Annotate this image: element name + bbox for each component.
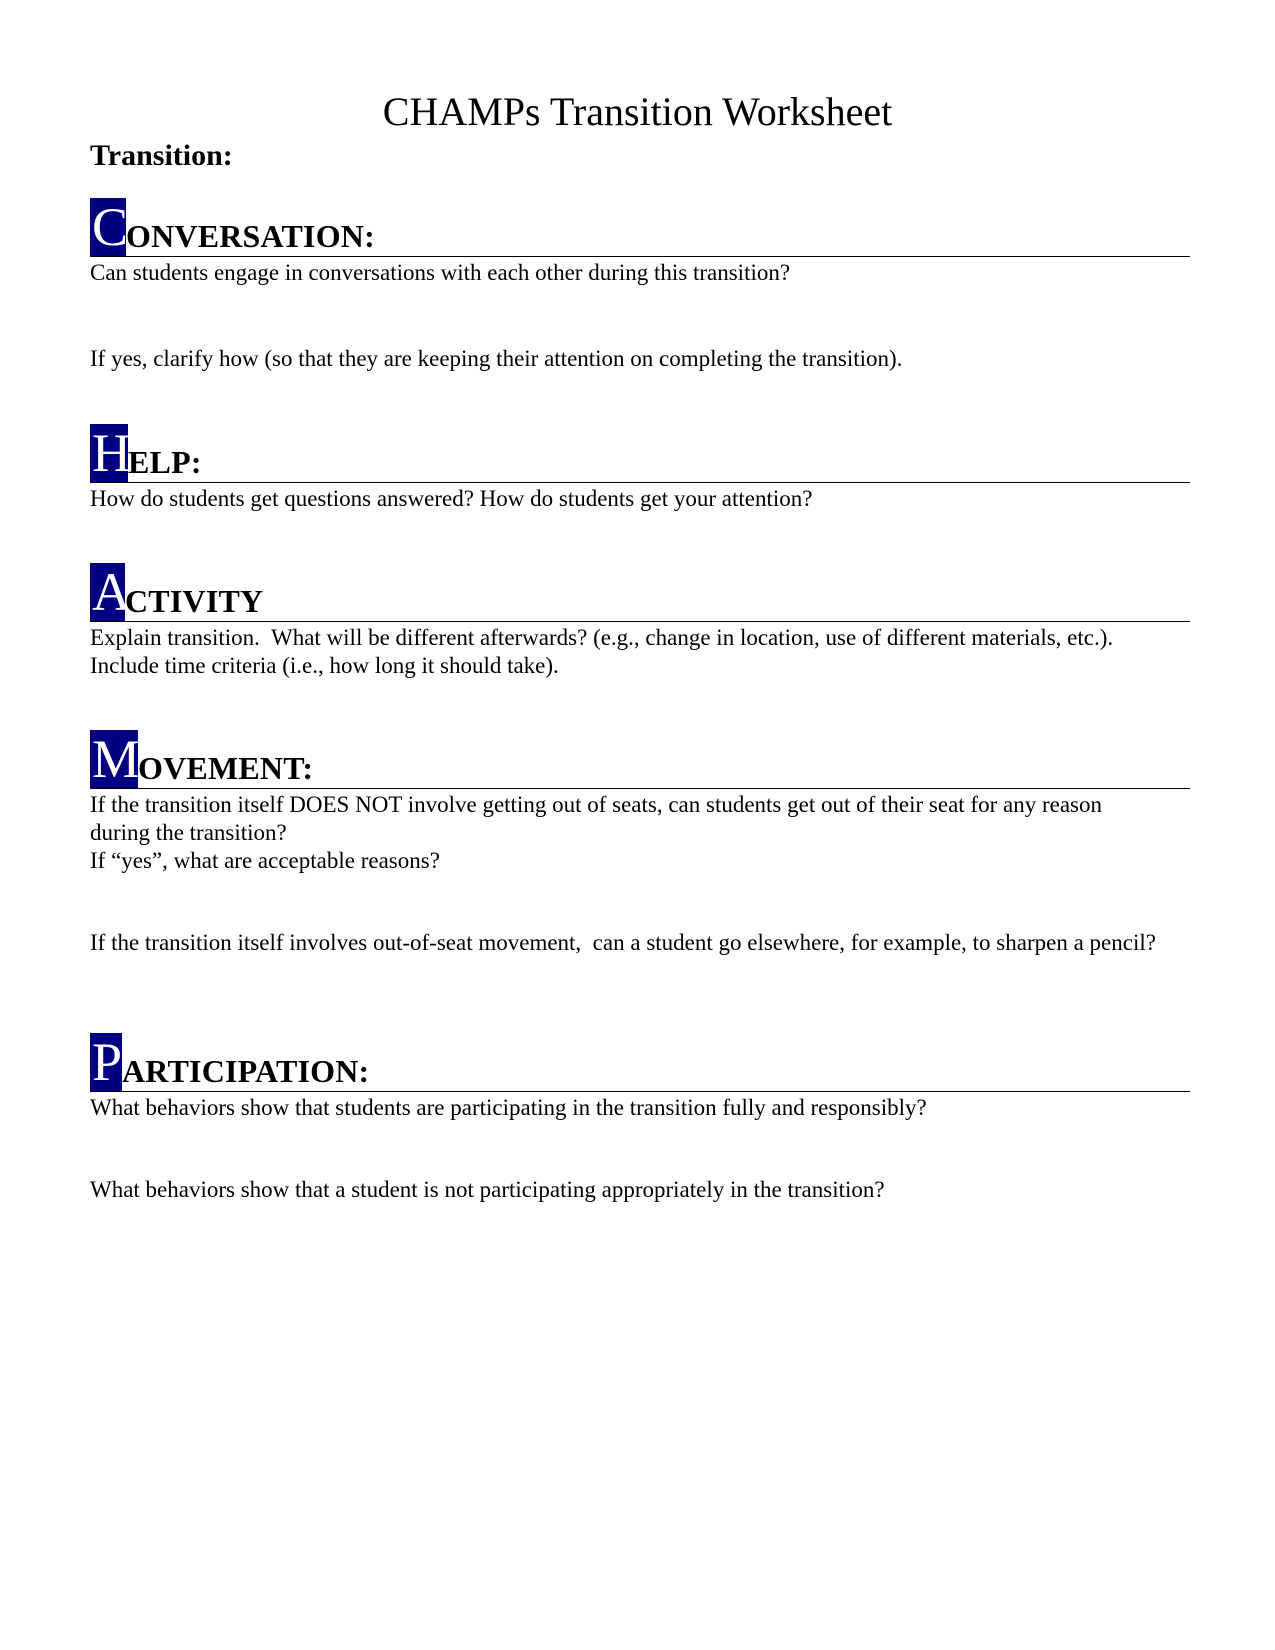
heading-rest: ELP:	[128, 444, 202, 480]
question-text: What behaviors show that students are participating in the transition fully and responsibly?	[90, 1095, 927, 1120]
heading-rest: OVEMENT:	[138, 750, 314, 786]
heading-initial: P	[92, 1032, 123, 1092]
section-movement	[90, 728, 1190, 957]
section-heading	[90, 422, 1190, 483]
page-title	[0, 88, 1275, 136]
question-text: Can students engage in conversations with each other during this transition?	[90, 260, 791, 285]
heading-initial: A	[92, 562, 131, 622]
section-heading	[90, 728, 1190, 789]
section-heading	[90, 1031, 1190, 1092]
question-text: If the transition itself DOES NOT involve getting out of seats, can students get out of their seat for any reason during the transition?	[90, 792, 1108, 845]
transition-label: Transition:	[90, 139, 233, 172]
heading-initial: H	[92, 423, 131, 483]
question-text: How do students get questions answered? How do students get your attention?	[90, 486, 813, 511]
section-activity	[90, 561, 1190, 680]
section-help	[90, 422, 1190, 513]
section-heading	[90, 196, 1190, 257]
question-text: Explain transition. What will be different afterwards? (e.g., change in location, use of different materials, etc.). Include time criteria (i.e., how long it should take).	[90, 625, 1125, 678]
heading-rest: ARTICIPATION:	[122, 1053, 370, 1089]
section-conversation	[90, 196, 1190, 373]
question-text: If the transition itself involves out-of-seat movement, can a student go elsewhere, for example, to sharpen a pencil?	[90, 930, 1156, 955]
heading-initial: M	[92, 729, 141, 789]
question-text: If yes, clarify how (so that they are keeping their attention on completing the transition).	[90, 346, 903, 371]
heading-rest: ONVERSATION:	[126, 218, 375, 254]
section-heading	[90, 561, 1190, 622]
question-text: What behaviors show that a student is not participating appropriately in the transition?	[90, 1177, 885, 1202]
question-text: If “yes”, what are acceptable reasons?	[90, 848, 440, 873]
heading-initial: C	[92, 197, 129, 257]
heading-rest: CTIVITY	[125, 583, 264, 619]
section-participation	[90, 1031, 1190, 1204]
page-title-text: CHAMPs Transition Worksheet	[382, 89, 893, 134]
